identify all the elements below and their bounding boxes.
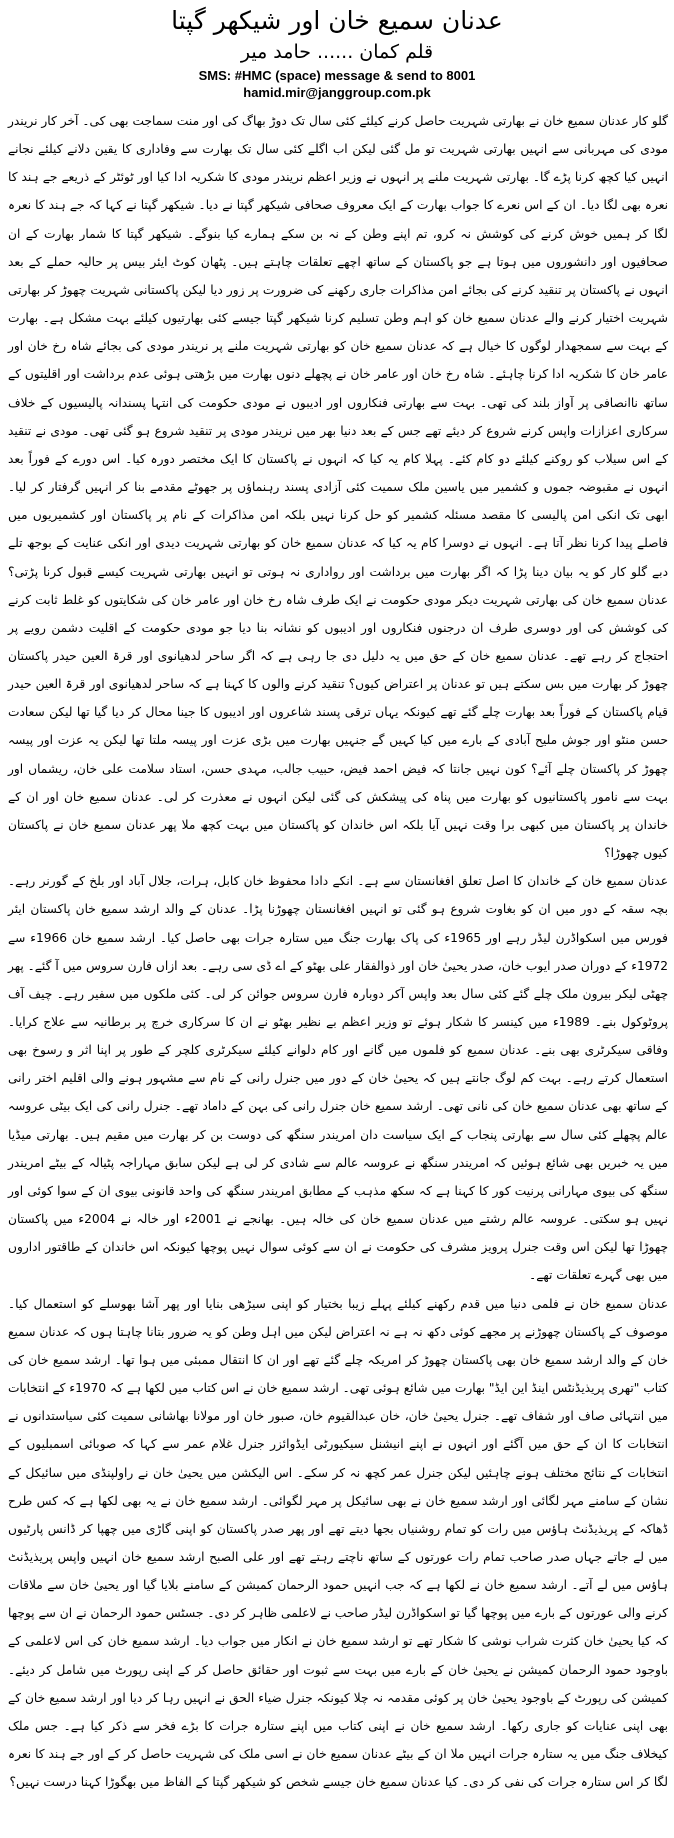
article-header [0,0,674,101]
article-title: عدنان سمیع خان اور شیکھر گپتا [171,6,503,35]
article-paragraph: گلو کار عدنان سمیع خان نے بھارتی شہریت حاصل کرنے کیلئے کئی سال تک دوڑ بھاگ کی اور منت سماجت بھی کی۔ آخر کار نریندر مودی کی مہربانی سے انہیں بھارتی شہریت تو مل گئی لیکن اب اگلے کئی سال تک بھارت سے وفاداری کا یقین دلانے کیلئے نجانے انہیں کیا کچھ کرنا پڑے گا۔ بھارتی شہریت ملنے پر انہوں نے وزیر اعظم نریندر مودی کا شکریہ ادا کیا اور ٹوئٹر کے ذریعے جے ہند کا نعرہ بھی لگا دیا۔ ان کے اس نعرے کا جواب بھارت کے ایک معروف صحافی شیکھر گپتا نے دیا۔ شیکھر گپتا نے کہا کہ جے ہند کا نعرہ لگا کر ہمیں خوش کرنے کی کوشش نہ کرو، تم اپنے وطن کے نہ بن سکے ہمارے کیا بنوگے۔ شیکھر گپتا کا شمار بھارت کے ان صحافیوں اور دانشوروں میں ہوتا ہے جو پاکستان کے ساتھ اچھے تعلقات چاہتے ہیں۔ پٹھان کوٹ ایئر بیس پر حالیہ حملے کے بعد انہوں نے پاکستان پر تنقید کرنے کی بجائے امن مذاکرات جاری رکھنے کی ضرورت پر زور دیا لیکن پاکستانی شہریت چھوڑ کر بھارتی شہریت اختیار کرنے والے عدنان سمیع خان کو اہم وطن تسلیم کرنا شیکھر گپتا جیسے کئی بھارتیوں کیلئے بہت مشکل ہے۔ بھارت کے بہت سے سمجھدار لوگوں کا خیال ہے کہ عدنان سمیع خان کو بھارتی شہریت ملنے پر نریندر مودی کی بجائے شاہ رخ خان اور عامر خان کا شکریہ ادا کرنا چاہئے۔ شاہ رخ خان اور عامر خان نے پچھلے دنوں بھارت میں بڑھتی ہوئی عدم برداشت اور اقلیتوں کے ساتھ ناانصافی پر آواز بلند کی تھی۔ بہت سے بھارتی فنکاروں اور ادیبوں نے مودی حکومت کی انتہا پسندانہ پالیسیوں کے خلاف سرکاری اعزازات واپس کرنے شروع کر دیئے تھے جس کے بعد دنیا بھر میں نریندر مودی پر تنقید شروع ہو گئی تھی۔ مودی نے تنقید کے اس سیلاب کو روکنے کیلئے دو کام کئے۔ پہلا کام یہ کیا کہ انہوں نے پاکستان کا ایک مختصر دورہ کیا۔ اس دورے کے فوراً بعد انہوں نے مقبوضہ جموں و کشمیر میں یاسین ملک سمیت کئی آزادی پسند رہنماؤں پر جھوٹے مقدمے بنا کر انہیں گرفتار کر لیا۔ ابھی تک انکی امن پالیسی کا مقصد مسئلہ کشمیر کو حل کرنا نہیں بلکہ امن مذاکرات کے نام پر پاکستان اور کشمیریوں میں فاصلے پیدا کرنا نظر آتا ہے۔ انہوں نے دوسرا کام یہ کیا کہ عدنان سمیع خان کو بھارتی شہریت دیدی اور انکی عنایت کے بوجھ تلے دبے گلو کار کو یہ بیان دینا پڑا کہ اگر بھارت میں برداشت اور رواداری نہ ہوتی تو انہیں بھارتی شہریت کیسے قبول کرنا پڑتی؟ عدنان سمیع خان کی بھارتی شہریت دیکر مودی حکومت نے ایک طرف شاہ رخ خان اور عامر خان کی شکایتوں کو غلط ثابت کرنے کی کوشش کی اور دوسری طرف ان درجنوں فنکاروں اور ادیبوں کو نشانہ بنا دیا جو مودی حکومت کے اقلیت دشمن رویے پر احتجاج کر رہے تھے۔ عدنان سمیع خان کے حق میں یہ دلیل دی جا رہی ہے کہ اگر ساحر لدھیانوی اور قرۃ العین حیدر پاکستان چھوڑ کر بھارت میں بس سکتے ہیں تو عدنان پر اعتراض کیوں؟ تنقید کرنے والوں کا کہنا ہے کہ ساحر لدھیانوی اور قرۃ العین حیدر قیام پاکستان کے فوراً بعد بھارت چلے گئے تھے کیونکہ یہاں ترقی پسند شاعروں اور ادیبوں کا جینا محال کر دیا گیا تھا لیکن سعادت حسن منٹو اور جوش ملیح آبادی کے بارے میں کیا کہیں گے جنہیں بھارت میں بڑی عزت اور پیسہ ملتا تھا لیکن یہ عزت اور پیسہ چھوڑ کر پاکستان چلے آئے؟ کون نہیں جانتا کہ فیض احمد فیض، حبیب جالب، مہدی حسن، استاد سلامت علی خان، ریشماں اور بہت سے نامور پاکستانیوں کو بھارت میں پناہ کی پیشکش کی گئی لیکن انہوں نے معذرت کر لی۔ عدنان سمیع خان اور ان کے خاندان پر پاکستان میں کبھی برا وقت نہیں آیا بلکہ اس خاندان کو پاکستان میں بہت کچھ ملا پھر عدنان سمیع خان نے پاکستان کیوں چھوڑا؟ [8,114,668,861]
article-paragraph: عدنان سمیع خان نے فلمی دنیا میں قدم رکھنے کیلئے پہلے زیبا بختیار کو اپنی سیڑھی بنایا اور پھر آشا بھوسلے کو استعمال کیا۔ موصوف کے پاکستان چھوڑنے پر مجھے کوئی دکھ نہ ہے نہ اعتراض لیکن میں اہل وطن کو یہ ضرور بتانا چاہتا ہوں کہ عدنان سمیع خان کے والد ارشد سمیع خان بھی پاکستان چھوڑ کر امریکہ چلے گئے تھے اور ان کا انتقال ممبئی میں ہوا تھا۔ ارشد سمیع خان کی کتاب "تھری پریذیڈنٹس اینڈ این ایڈ" بھارت میں شائع ہوئی تھی۔ ارشد سمیع خان نے اس کتاب میں لکھا ہے کہ 1970ء کے انتخابات میں انتہائی صاف اور شفاف تھے۔ جنرل یحییٰ خان، خان عبدالقیوم خان، صبور خان اور مولانا بھاشانی سمیت کئی سیاستدانوں نے انتخابات کا ان کے حق میں آگئے اور انہوں نے اپنے انیشنل سیکیورٹی ایڈوائزر جنرل غلام عمر سے کہا کہ صوبائی اسمبلیوں کے انتخابات کے نتائج مختلف ہونے چاہئیں لیکن جنرل عمر کچھ نہ کر سکے۔ اس الیکشن میں یحییٰ خان نے راولپنڈی میں سائیکل کے نشان کے سامنے مہر لگائی اور ارشد سمیع خان نے بھی سائیکل پر مہر لگوائی۔ ارشد سمیع خان نے یہ بھی لکھا ہے کہ کس طرح ڈھاکہ کے پریذیڈنٹ ہاؤس میں رات کو تمام روشنیاں بجھا دیتے تھے اور پھر صدر پاکستان کو اپنی گاڑی میں چھپا کر ڈانس پارٹیوں میں لے جاتے جہاں صدر صاحب تمام رات عورتوں کے ساتھ ناچتے رہتے تھے اور علی الصبح ارشد سمیع خان انہیں واپس پریذیڈنٹ ہاؤس میں لے آتے۔ ارشد سمیع خان نے لکھا ہے کہ جب انہیں حمود الرحمان کمیشن کے سامنے بلایا گیا اور یحییٰ خان سے ملاقات کرنے والی عورتوں کے بارے میں پوچھا گیا تو اسکواڈرن لیڈر صاحب نے لاعلمی ظاہر کر دی۔ جسٹس حمود الرحمان نے ان سے پوچھا کہ کیا یحییٰ خان کثرت شراب نوشی کا شکار تھے تو ارشد سمیع خان نے انکار میں جواب دیا۔ ارشد سمیع خان کی اس لاعلمی کے باوجود حمود الرحمان کمیشن نے یحییٰ خان کے بارے میں بہت سے ثبوت اور حقائق حاصل کر کے اپنی رپورٹ میں شامل کر دیئے۔ کمیشن کی رپورٹ کے باوجود یحییٰ خان پر کوئی مقدمہ نہ چلا کیونکہ جنرل ضیاء الحق نے انہیں رہا کر دیا اور ارشد سمیع خان کے بھی اپنی عنایات کو جاری رکھا۔ ارشد سمیع خان نے اپنی کتاب میں اپنے ستارہ جرات کا بڑے فخر سے ذکر کیا ہے۔ جس ملک کیخلاف جنگ میں یہ ستارہ جرات انہیں ملا ان کے بیٹے عدنان سمیع خان نے اسی ملک کی شہریت حاصل کر کے اور جے ہند کا نعرہ لگا کر اس ستارہ جرات کی نفی کر دی۔ کیا عدنان سمیع خان جیسے شخص کو شیکھر گپتا کے الفاظ میں بھگوڑا کہنا درست نہیں؟ [8,1296,668,1790]
article-body [0,101,674,1796]
author-email: hamid.mir@janggroup.com.pk [243,85,431,100]
sms-instructions: SMS: #HMC (space) message & send to 8001 [198,68,476,83]
article-paragraph: عدنان سمیع خان کے خاندان کا اصل تعلق افغانستان سے ہے۔ انکے دادا محفوظ خان کابل، ہرات، جلال آباد اور بلخ کے گورنر رہے۔ بچہ سقہ کے دور میں ان کو بغاوت شروع ہو گئی تو انہیں افغانستان چھوڑنا پڑا۔ عدنان کے والد ارشد سمیع خان پاکستان ایئر فورس میں اسکواڈرن لیڈر رہے اور 1965ء کی پاک بھارت جنگ میں ستارہ جرات بھی حاصل کیا۔ ارشد سمیع خان 1966ء سے 1972ء کے دوران صدر ایوب خان، صدر یحییٰ خان اور ذوالفقار علی بھٹو کے اے ڈی سی رہے۔ بعد ازاں فارن سروس میں آ گئے۔ پھر چھٹی لیکر بیرون ملک چلے گئے کئی سال بعد واپس آکر دوبارہ فارن سروس جوائن کر لی۔ کئی ملکوں میں سفیر رہے۔ چیف آف پروٹوکول بنے۔ 1989ء میں کینسر کا شکار ہوئے تو وزیر اعظم بے نظیر بھٹو نے ان کا سرکاری خرچ پر برطانیہ سے علاج کرایا۔ وفاقی سیکرٹری بھی بنے۔ عدنان سمیع کو فلموں میں گانے اور کام دلوانے کیلئے سیکرٹری کلچر کے طور پر اپنا اثر و رسوخ بھی استعمال کرتے رہے۔ بہت کم لوگ جانتے ہیں کہ یحییٰ خان کے دور میں جنرل رانی کے نام سے مشہور ہونے والی اقلیم اختر رانی کے ساتھ بھی عدنان سمیع خان کی نانی تھی۔ ارشد سمیع خان جنرل رانی کی بہن کے داماد تھے۔ جنرل رانی کی ایک بیٹی عروسہ عالم پچھلے کئی سال سے بھارتی پنجاب کے ایک سیاست دان امریندر سنگھ کی دوست بن کر بھارت میں مقیم ہیں۔ بھارتی میڈیا میں یہ خبریں بھی شائع ہوئیں کہ امریندر سنگھ نے عروسہ عالم سے شادی کر لی ہے لیکن سابق مہاراجہ پٹیالہ کے بیٹے امریندر سنگھ کی بیوی مہارانی پرنیت کور کا کہنا ہے کہ سکھ مذہب کے مطابق امریندر سنگھ کی واحد قانونی بیوی ان کے سوا کوئی اور نہیں ہو سکتی۔ عروسہ عالم رشتے میں عدنان سمیع خان کی خالہ ہیں۔ بھانجے نے 2001ء اور خالہ نے 2004ء میں پاکستان چھوڑا تھا لیکن اس وقت جنرل پرویز مشرف کی حکومت نے ان سے کوئی سوال نہیں پوچھا کیونکہ اس خاندان کے طاقتور اداروں میں بھی گہرے تعلقات تھے۔ [8,874,668,1283]
column-byline: قلم کمان ...... حامد میر [240,41,434,63]
